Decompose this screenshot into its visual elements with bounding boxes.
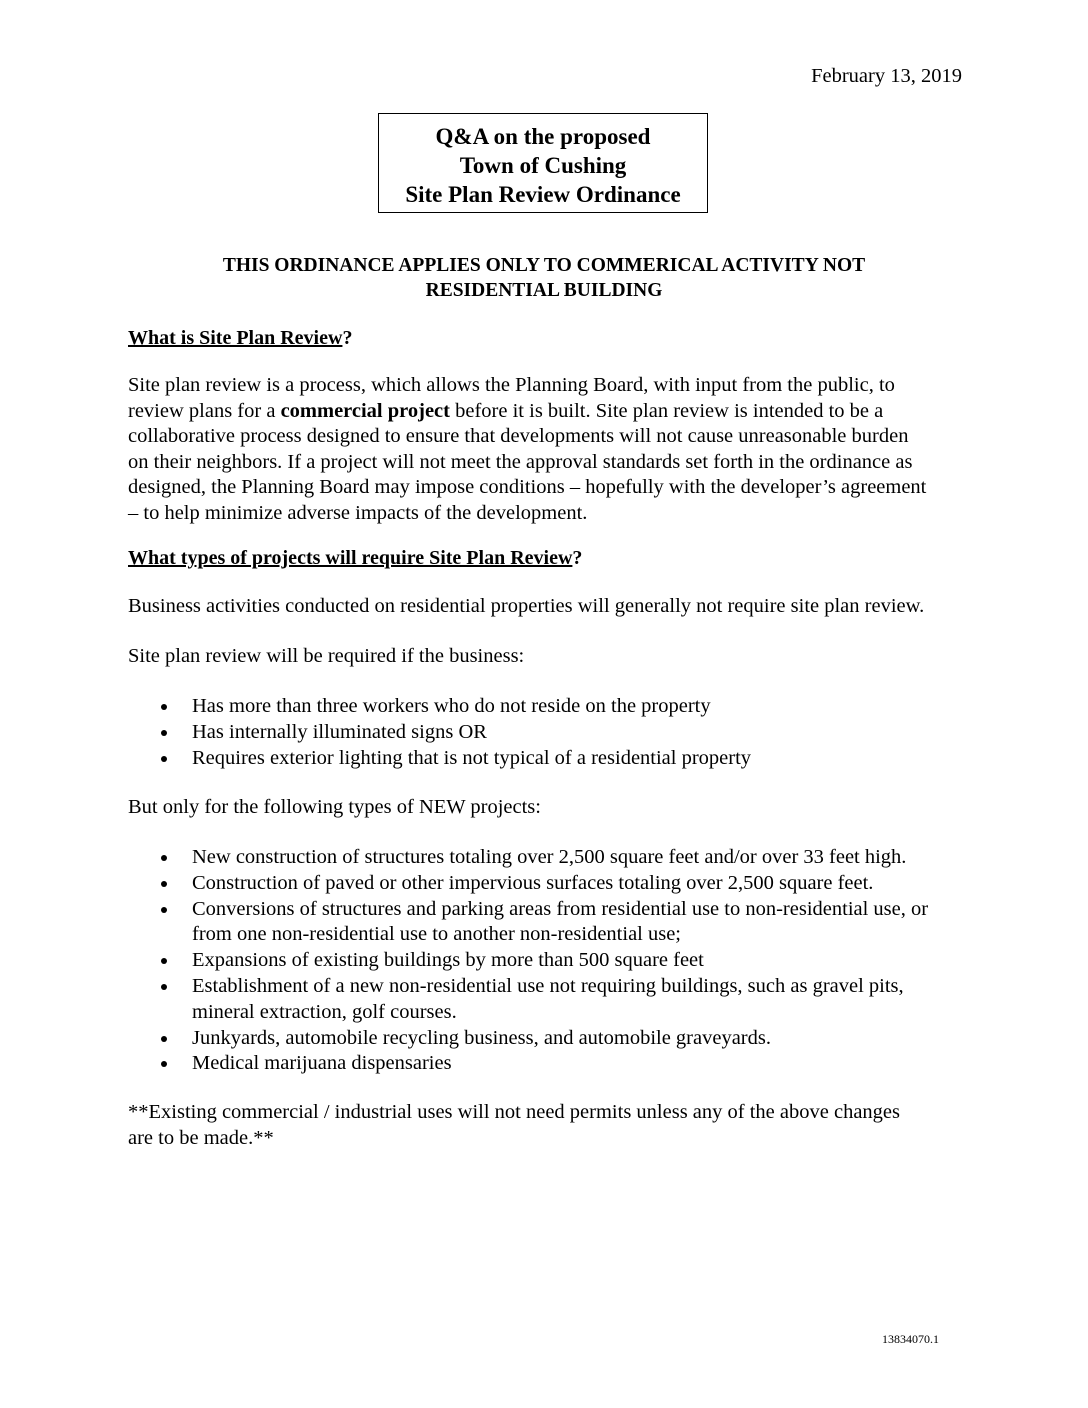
bullet-icon [161, 756, 167, 762]
title-line-2: Town of Cushing [459, 153, 627, 178]
banner-line-2: RESIDENTIAL BUILDING [425, 280, 663, 301]
note-line: **Existing commercial / industrial uses will not need permits unless any of the above changes [128, 1101, 900, 1123]
title-line-3: Site Plan Review Ordinance [405, 182, 681, 207]
list-item [128, 1026, 978, 1052]
list-item-text: New construction of structures totaling over 2,500 square feet and/or over 33 feet high. [192, 846, 907, 868]
bullet-icon [161, 730, 167, 736]
section1-paragraph [128, 373, 968, 526]
list-item [128, 720, 978, 746]
list-item-text: Expansions of existing buildings by more than 500 square feet [192, 949, 704, 972]
document-date: February 13, 2019 [811, 65, 962, 87]
title-line-1: Q&A on the proposed [435, 124, 651, 149]
list-item [128, 694, 978, 720]
para-line: designed, the Planning Board may impose conditions – hopefully with the developer’s agreement [128, 476, 927, 498]
list-item-text: Conversions of structures and parking areas from residential use to non-residential use, or [192, 897, 929, 920]
list-item [128, 948, 978, 974]
bullet-icon [161, 1061, 167, 1067]
list-item-text: mineral extraction, golf courses. [192, 1000, 457, 1023]
bullet-icon [161, 855, 167, 861]
bullet-icon [161, 958, 167, 964]
list-item-text: Medical marijuana dispensaries [192, 1052, 452, 1075]
heading-text: What types of projects will require Site Plan Review [128, 547, 573, 569]
section2-paragraph-3: But only for the following types of NEW projects: [128, 796, 541, 818]
bullet-icon [161, 704, 167, 710]
note-line: are to be made.** [128, 1126, 274, 1149]
list-item-text: Junkyards, automobile recycling business, and automobile graveyards. [192, 1026, 771, 1049]
para-line: Site plan review is a process, which allows the Planning Board, with input from the public, to [128, 374, 895, 396]
list-item [128, 1051, 978, 1077]
ordinance-scope-banner [128, 253, 960, 303]
list-item-text: Establishment of a new non-residential use not requiring buildings, such as gravel pits, [192, 974, 904, 997]
bullet-icon [161, 1036, 167, 1042]
list-item [128, 974, 978, 1026]
heading-suffix: ? [572, 547, 583, 569]
bullet-icon [161, 881, 167, 887]
section-heading-project-types [128, 546, 582, 572]
bullet-icon [161, 984, 167, 990]
section-heading-what-is [128, 326, 352, 352]
document-number: 13834070.1 [882, 1332, 939, 1346]
section2-paragraph-1: Business activities conducted on residential properties will generally not require site plan review. [128, 595, 925, 617]
new-project-types-list [128, 845, 978, 1077]
heading-suffix: ? [342, 327, 353, 349]
bullet-icon [161, 907, 167, 913]
list-item-text: Has internally illuminated signs OR [192, 720, 487, 743]
para-line [128, 399, 968, 425]
list-item [128, 746, 978, 772]
list-item [128, 871, 978, 897]
banner-line-1: THIS ORDINANCE APPLIES ONLY TO COMMERICAL ACTIVITY NOT [222, 255, 866, 276]
list-item-text: Has more than three workers who do not reside on the property [192, 695, 711, 717]
business-criteria-list [128, 694, 978, 771]
title-box [378, 113, 708, 213]
list-item [128, 845, 978, 871]
list-item-text: Requires exterior lighting that is not typical of a residential property [192, 746, 752, 769]
list-item [128, 897, 978, 949]
list-item-text: from one non-residential use to another non-residential use; [192, 923, 682, 946]
para-line: on their neighbors. If a project will not meet the approval standards set forth in the ordinance as [128, 450, 913, 473]
para-text: review plans for a [128, 399, 281, 422]
para-line: collaborative process designed to ensure that developments will not cause unreasonable burden [128, 425, 909, 447]
para-bold-text: commercial project [280, 399, 450, 422]
section2-paragraph-2: Site plan review will be required if the business: [128, 645, 525, 667]
heading-text: What is Site Plan Review [128, 327, 343, 349]
existing-uses-note [128, 1100, 968, 1151]
para-line: – to help minimize adverse impacts of the development. [128, 501, 588, 524]
para-text: before it is built. Site plan review is intended to be a [450, 399, 884, 422]
list-item-text: Construction of paved or other impervious surfaces totaling over 2,500 square feet. [192, 871, 874, 894]
